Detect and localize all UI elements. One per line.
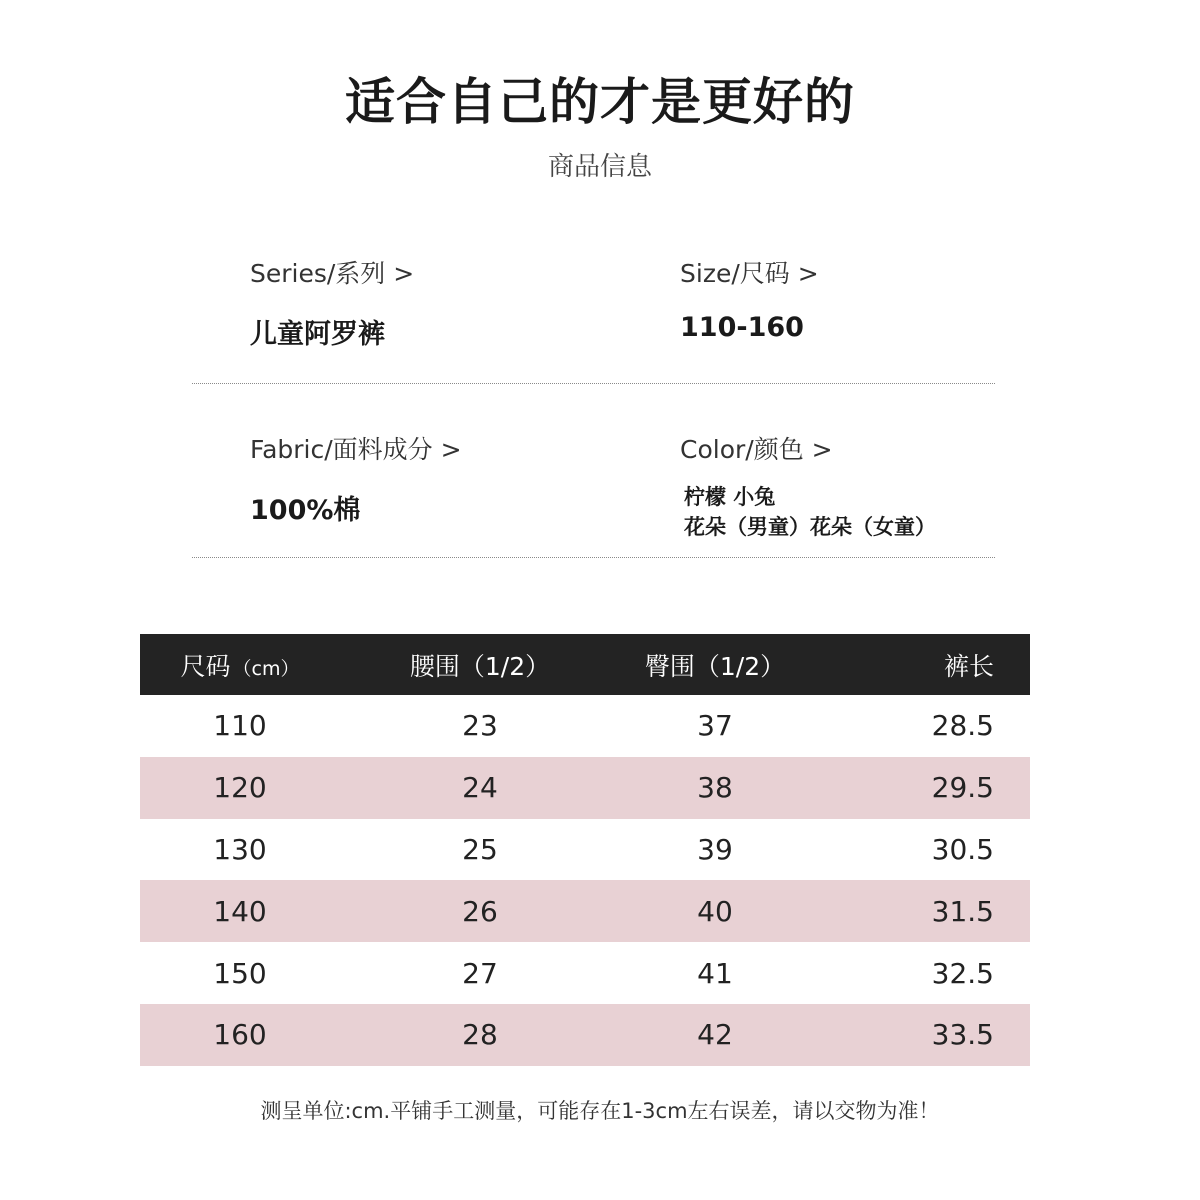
cell-hip: 40 [697,894,733,928]
color-label: Color/颜色 > [680,435,833,464]
cell-length: 29.5 [931,771,994,805]
cell-length: 30.5 [931,832,994,866]
cell-size: 160 [213,1018,267,1052]
cell-waist: 24 [462,771,498,805]
color-value-line-1: 柠檬 小兔 [684,485,776,509]
info-fabric [250,430,462,527]
table-row [140,1004,1030,1066]
color-value-line-2: 花朵（男童）花朵（女童） [684,515,936,539]
table-row [140,880,1030,942]
fabric-value: 100%棉 [250,495,361,526]
cell-size: 130 [213,832,267,866]
cell-size: 140 [213,894,267,928]
cell-hip: 37 [697,709,733,743]
cell-hip: 38 [697,771,733,805]
cell-length: 28.5 [931,709,994,743]
cell-length: 32.5 [931,956,994,990]
cell-size: 110 [213,709,267,743]
table-row [140,819,1030,881]
header-size-unit: （cm） [232,657,300,680]
header-length: 裤长 [943,651,994,681]
color-values [680,482,936,542]
cell-hip: 42 [697,1018,733,1052]
header-size-label: 尺码 [180,651,231,681]
series-value: 儿童阿罗裤 [250,319,385,350]
cell-hip: 41 [697,956,733,990]
cell-waist: 27 [462,956,498,990]
cell-size: 120 [213,771,267,805]
info-size [680,254,819,343]
table-header-row [140,634,1030,695]
page-title: 适合自己的才是更好的 [345,73,855,131]
cell-hip: 39 [697,832,733,866]
size-value: 110-160 [680,312,804,343]
cell-length: 31.5 [931,894,994,928]
header-hip: 臀围（1/2） [644,651,786,681]
series-label: Series/系列 > [250,259,415,288]
cell-waist: 23 [462,709,498,743]
measurement-footnote: 测呈单位:cm.平铺手工测量，可能存在1-3cm左右误差，请以交物为准！ [260,1099,940,1123]
info-series [250,254,414,351]
info-divider-top [192,383,995,384]
size-label: Size/尺码 > [680,259,819,288]
fabric-label: Fabric/面料成分 > [250,435,462,464]
header-size [140,634,340,695]
header-waist: 腰围（1/2） [409,651,551,681]
table-row [140,695,1030,757]
cell-waist: 26 [462,894,498,928]
table-row [140,757,1030,819]
size-chart-table [140,634,1030,1066]
info-divider-bottom [192,557,995,558]
cell-waist: 25 [462,832,498,866]
cell-size: 150 [213,956,267,990]
info-color [680,430,936,542]
page-subtitle: 商品信息 [547,152,652,182]
table-row [140,942,1030,1004]
cell-length: 33.5 [931,1018,994,1052]
cell-waist: 28 [462,1018,498,1052]
